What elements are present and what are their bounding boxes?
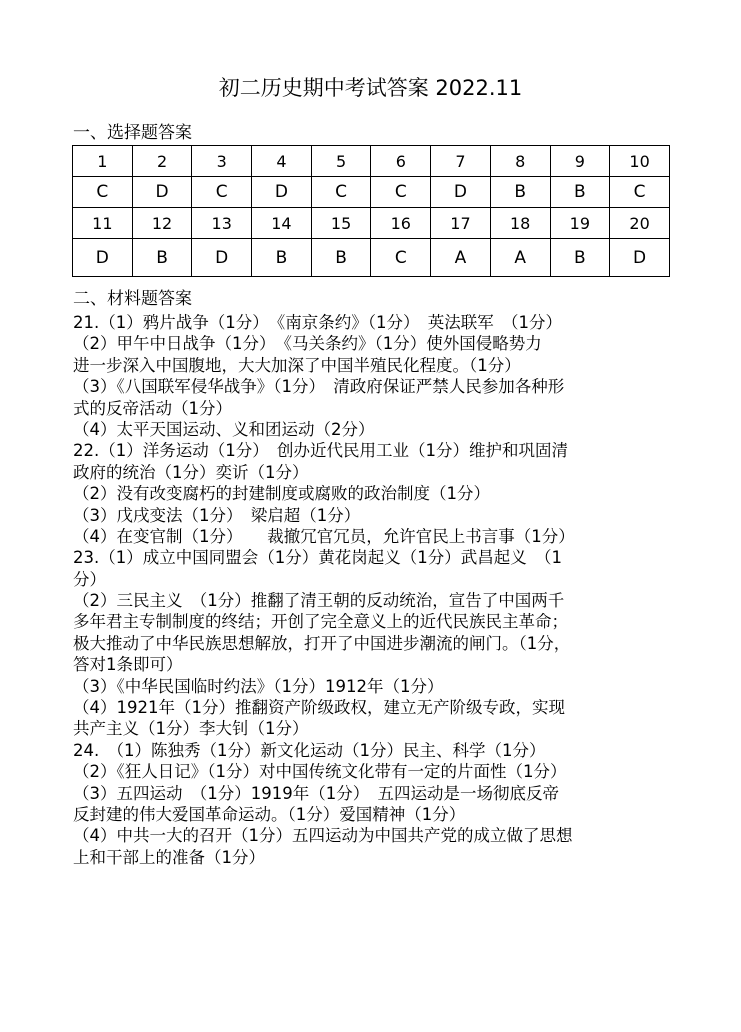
answer-cell: B [550, 177, 610, 208]
answer-cell: D [192, 239, 252, 277]
material-answers-text [73, 312, 685, 868]
answer-cell: A [490, 239, 550, 277]
question-number-cell: 13 [192, 208, 252, 239]
answer-text-line: （3）五四运动 （1分）1919年（1分） 五四运动是一场彻底反帝 [73, 783, 559, 803]
multiple-choice-answer-table [72, 145, 670, 277]
answer-text-line: 反封建的伟大爱国革命运动。（1分）爱国精神（1分） [73, 804, 466, 824]
answer-cell: C [192, 177, 252, 208]
question-number-cell: 14 [252, 208, 312, 239]
answer-cell: C [311, 177, 371, 208]
question-number-cell: 8 [490, 146, 550, 177]
question-number-cell: 7 [431, 146, 491, 177]
answer-text-line: 22.（1）洋务运动（1分） 创办近代民用工业（1分）维护和巩固清 [73, 441, 568, 461]
answer-text-line: （2）甲午中日战争（1分） 《马关条约》（1分）使外国侵略势力 [73, 334, 542, 354]
answer-cell: D [132, 177, 192, 208]
question-number-cell: 9 [550, 146, 610, 177]
answer-text-line: （4）中共一大的召开（1分）五四运动为中国共产党的成立做了思想 [73, 826, 573, 846]
answer-text-line: 24. （1）陈独秀（1分）新文化运动（1分）民主、科学（1分） [73, 740, 546, 760]
answer-text-line: 答对1条即可） [73, 655, 183, 675]
answer-text-line: 式的反帝活动（1分） [73, 398, 232, 418]
answer-cell: B [252, 239, 312, 277]
question-number-cell: 16 [371, 208, 431, 239]
answer-text-line: 多年君主专制制度的终结；开创了完全意义上的近代民族民主革命； [73, 612, 568, 632]
answer-cell: C [371, 177, 431, 208]
answer-text-line: 政府的统治（1分）奕䜣（1分） [73, 462, 309, 482]
answer-text-line: （2）没有改变腐朽的封建制度或腐败的政治制度（1分） [73, 484, 490, 504]
page-title: 初二历史期中考试答案 2022.11 [218, 76, 523, 100]
question-number-cell: 11 [73, 208, 133, 239]
question-number-cell: 20 [610, 208, 670, 239]
answer-cell: D [73, 239, 133, 277]
answer-text-line: （3）戊戌变法（1分） 梁启超（1分） [73, 505, 361, 525]
question-number-cell: 5 [311, 146, 371, 177]
question-number-cell: 3 [192, 146, 252, 177]
question-number-cell: 6 [371, 146, 431, 177]
answer-cell: B [550, 239, 610, 277]
question-number-cell: 17 [431, 208, 491, 239]
answer-text-line: 进一步深入中国腹地，大大加深了中国半殖民化程度。（1分） [73, 355, 521, 375]
question-number-row [73, 208, 670, 239]
answer-text-line: （2）《狂人日记》（1分）对中国传统文化带有一定的片面性（1分） [73, 762, 567, 782]
answer-cell: B [490, 177, 550, 208]
answer-cell: C [73, 177, 133, 208]
question-number-cell: 15 [311, 208, 371, 239]
question-number-row [73, 146, 670, 177]
question-number-cell: 18 [490, 208, 550, 239]
answer-cell: A [431, 239, 491, 277]
answer-text-line: 23.（1）成立中国同盟会（1分）黄花岗起义（1分）武昌起义 （1 [73, 548, 562, 568]
question-number-cell: 12 [132, 208, 192, 239]
question-number-cell: 19 [550, 208, 610, 239]
answer-cell: D [610, 239, 670, 277]
answer-text-line: （4）太平天国运动、义和团运动（2分） [73, 419, 375, 439]
section-heading-material-questions: 二、材料题答案 [73, 289, 192, 309]
answer-text-line: （3）《中华民国临时约法》（1分）1912年（1分） [73, 676, 444, 696]
answer-text-line: 21.（1）鸦片战争（1分） 《南京条约》（1分） 英法联军 （1分） [73, 313, 562, 332]
question-number-cell: 4 [252, 146, 312, 177]
answer-text-line: 上和干部上的准备（1分） [73, 847, 265, 867]
answer-row [73, 177, 670, 208]
answer-cell: C [371, 239, 431, 277]
answer-text-line: （3）《八国联军侵华战争》（1分） 清政府保证严禁人民参加各种形 [73, 377, 565, 397]
answer-cell: B [132, 239, 192, 277]
answer-text-line: （2）三民主义 （1分）推翻了清王朝的反动统治，宣告了中国两千 [73, 591, 565, 611]
answer-cell: D [252, 177, 312, 208]
question-number-cell: 1 [73, 146, 133, 177]
section-heading-multiple-choice: 一、选择题答案 [73, 123, 192, 143]
answer-text-line: 极大推动了中华民族思想解放，打开了中国进步潮流的闸门。（1分， [73, 633, 571, 653]
question-number-cell: 2 [132, 146, 192, 177]
answer-table-body [73, 146, 670, 277]
answer-row [73, 239, 670, 277]
answer-text-line: 分） [73, 569, 106, 589]
answer-cell: D [431, 177, 491, 208]
answer-text-line: 共产主义（1分）李大钊（1分） [73, 719, 309, 739]
question-number-cell: 10 [610, 146, 670, 177]
answer-cell: C [610, 177, 670, 208]
answer-text-line: （4）在变官制（1分） 裁撤冗官冗员，允许官民上书言事（1分） [73, 526, 575, 546]
answer-text-line: （4）1921年（1分）推翻资产阶级政权，建立无产阶级专政，实现 [73, 698, 565, 718]
answer-cell: B [311, 239, 371, 277]
